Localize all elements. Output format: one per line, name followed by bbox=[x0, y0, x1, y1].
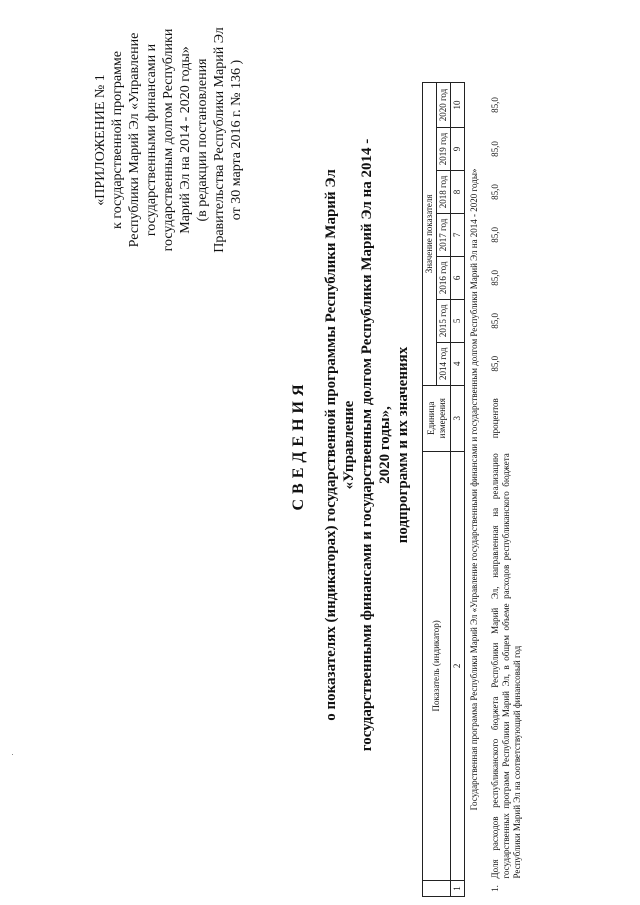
row-value: 85,0 bbox=[490, 312, 500, 329]
year-header: 2015 год bbox=[437, 299, 451, 342]
title-line: подпрограмм и их значениях bbox=[395, 346, 411, 544]
col-number: 9 bbox=[451, 128, 465, 171]
title-line: государственными финансами и государственным долгом Республики Марий Эл на 2014 - 2020 годы», bbox=[359, 138, 393, 752]
col-number: 1 bbox=[451, 881, 465, 897]
appendix-line: к государственной программе bbox=[110, 51, 125, 229]
col-number: 6 bbox=[451, 256, 465, 299]
row-number: 1. bbox=[490, 885, 500, 892]
row-value: 85,0 bbox=[490, 270, 500, 286]
row-indicator: Доля расходов республиканского бюджета Республики Марий Эл, направленная на реализацию государственных программ Республики Марий Эл, в общем объеме расходов республиканского бюджета Республики Марий Эл на соответствующий финансовый год bbox=[490, 453, 522, 879]
col-number: 4 bbox=[451, 342, 465, 385]
appendix-line: «ПРИЛОЖЕНИЕ № 1 bbox=[93, 74, 108, 206]
row-value: 85,0 bbox=[490, 355, 500, 372]
appendix-line: Республики Марий Эл «Управление bbox=[127, 32, 142, 248]
year-header: 2017 год bbox=[437, 213, 451, 256]
col-number: 7 bbox=[451, 213, 465, 256]
section-title: Государственная программа Республики Марий Эл «Управление государственными финансами и государственным долгом Республики Марий Эл на 2014 - 2020 годы» bbox=[469, 168, 479, 811]
col-values-header: Значение показателя bbox=[423, 83, 437, 386]
year-header: 2018 год bbox=[437, 170, 451, 213]
row-value: 85,0 bbox=[490, 97, 500, 113]
appendix-line: государственными финансами и bbox=[144, 43, 159, 237]
col-number: 2 bbox=[451, 451, 465, 880]
col-unit-header: Единица измерения bbox=[423, 385, 451, 451]
table-row bbox=[484, 83, 524, 897]
year-header: 2020 год bbox=[437, 83, 451, 128]
year-header: 2016 год bbox=[437, 256, 451, 299]
row-value: 85,0 bbox=[490, 184, 500, 200]
scan-dot bbox=[12, 754, 13, 755]
col-number: 10 bbox=[451, 83, 465, 128]
appendix-line: от 30 марта 2016 г. № 136 ) bbox=[229, 59, 244, 221]
col-number: 3 bbox=[451, 385, 465, 451]
indicators-table bbox=[422, 82, 524, 897]
title-head: СВЕДЕНИЯ bbox=[290, 379, 307, 511]
document-title bbox=[290, 125, 412, 765]
appendix-line: (в редакции постановления bbox=[195, 58, 210, 222]
row-value: 85,0 bbox=[490, 227, 500, 243]
col-indicator-header: Показатель (индикатор) bbox=[423, 451, 451, 880]
year-header: 2014 год bbox=[437, 342, 451, 385]
col-num-header bbox=[423, 881, 451, 897]
appendix-header bbox=[92, 15, 245, 265]
col-number: 5 bbox=[451, 299, 465, 342]
appendix-line: Марий Эл на 2014 - 2020 годы» bbox=[178, 46, 193, 234]
year-header: 2019 год bbox=[437, 128, 451, 171]
appendix-line: Правительства Республики Марий Эл bbox=[212, 27, 227, 253]
col-number: 8 bbox=[451, 170, 465, 213]
row-unit: процентов bbox=[490, 398, 500, 439]
appendix-line: государственным долгом Республики bbox=[161, 28, 176, 252]
title-line: о показателях (индикаторах) государственной программы Республики Марий Эл «Управление bbox=[323, 169, 357, 721]
row-value: 85,0 bbox=[490, 141, 500, 157]
